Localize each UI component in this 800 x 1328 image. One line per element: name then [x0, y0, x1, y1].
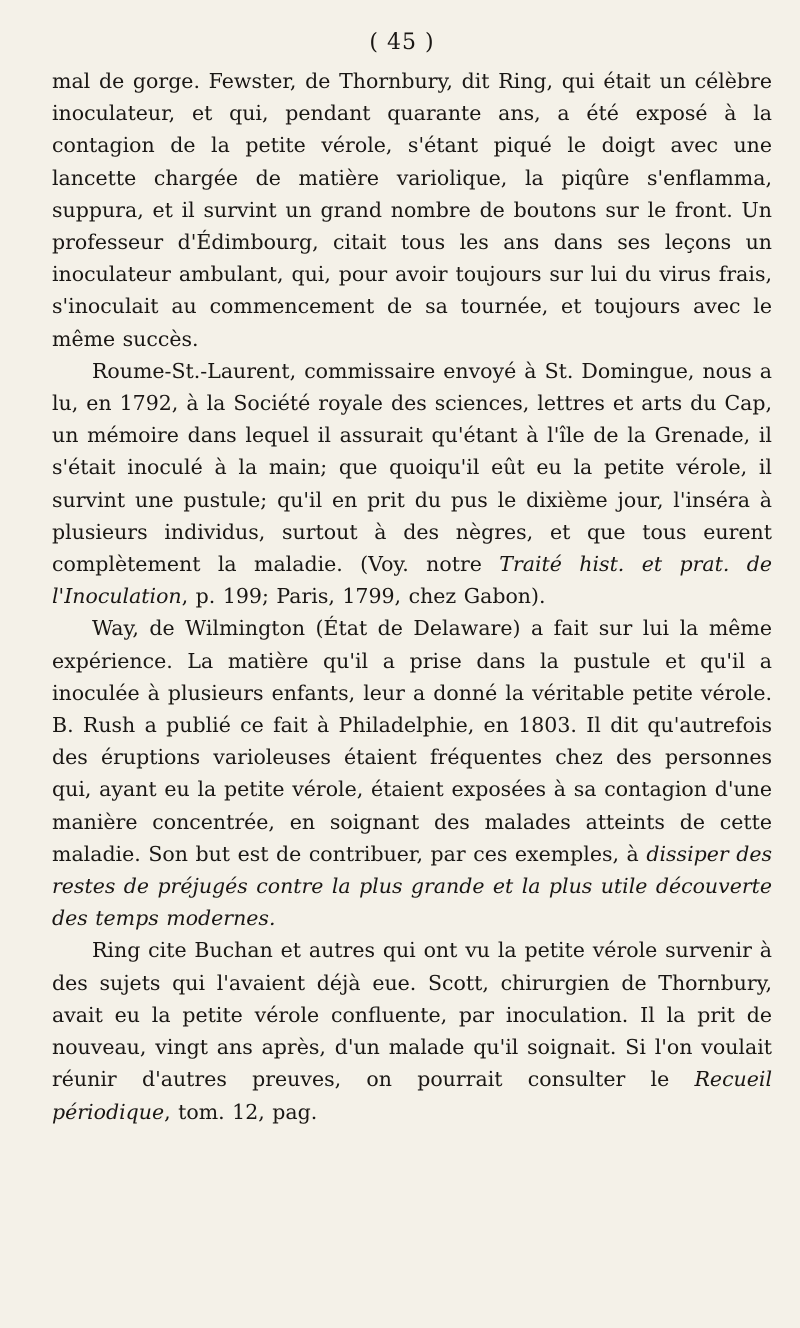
p3-seg-1: Way, de Wilmington (État de Delaware) a fait sur lui la même expérience. La matière qu'il a prise dans la pustule et qu'il a inoculée à plusieurs enfants, leur a donné la véritable petite vérole. B. Rush a publié ce fait à Philadelphie, en 1803. Il dit qu'autrefois des éruptions varioleuses étaient fréquentes chez des personnes qui, ayant eu la petite vérole, étaient exposées à sa contagion d'une manière concentrée, en soignant des malades atteints de cette maladie. Son but est de contribuer, par ces exemples, à — [52, 616, 772, 866]
p1-seg-1: mal de gorge. Fewster, de Thornbury, dit Ring, qui était un célèbre inoculateur, et qui, pendant quarante ans, a été exposé à la contagion de la petite vérole, s'étant piqué le doigt avec une lancette chargée de matière variolique, la piqûre s'enflamma, suppura, et il survint un grand nombre de boutons sur le front. Un professeur d'Édimbourg, citait tous les ans dans ses leçons un inoculateur ambulant, qui, pour avoir toujours sur lui du virus frais, s'inoculait au commencement de sa tournée, et toujours avec le même succès. — [52, 69, 772, 351]
paragraph-1 — [52, 65, 772, 355]
p2-seg-2-italic-title: Traité hist. et prat. de l'Inoculation — [52, 552, 772, 609]
paragraph-4 — [52, 934, 772, 1127]
p4-seg-2-italic-title: Recueil périodique — [52, 1067, 772, 1124]
p2-seg-1: Roume-St.-Laurent, commissaire envoyé à St. Domingue, nous a lu, en 1792, à la Société royale des sciences, lettres et arts du Cap, un mémoire dans lequel il assurait qu'étant à l'île de la Grenade, il s'était inoculé à la main; que quoiqu'il eût eu la petite vérole, il survint une pustule; qu'il en prit du pus le dixième jour, l'inséra à plusieurs individus, surtout à des nègres, et que tous eurent complètement la maladie. (Voy. notre — [52, 358, 772, 577]
paragraph-3 — [52, 612, 772, 934]
body-text — [52, 65, 772, 1128]
p4-seg-3: , tom. 12, pag. — [164, 1099, 318, 1124]
p3-seg-2-italic-quote: dissiper des restes de préjugés contre la plus grande et la plus utile découverte des temps modernes. — [52, 841, 773, 931]
paragraph-2 — [52, 355, 772, 613]
page-number: ( 45 ) — [369, 30, 435, 55]
p4-seg-1: Ring cite Buchan et autres qui ont vu la petite vérole survenir à des sujets qui l'avaient déjà eue. Scott, chirurgien de Thornbury, avait eu la petite vérole confluente, par inoculation. Il la prit de nouveau, vingt ans après, d'un malade qu'il soignait. Si l'on voulait réunir d'autres preuves, on pourrait consulter le — [52, 938, 772, 1092]
p2-seg-3: , p. 199; Paris, 1799, chez Gabon). — [181, 584, 546, 609]
